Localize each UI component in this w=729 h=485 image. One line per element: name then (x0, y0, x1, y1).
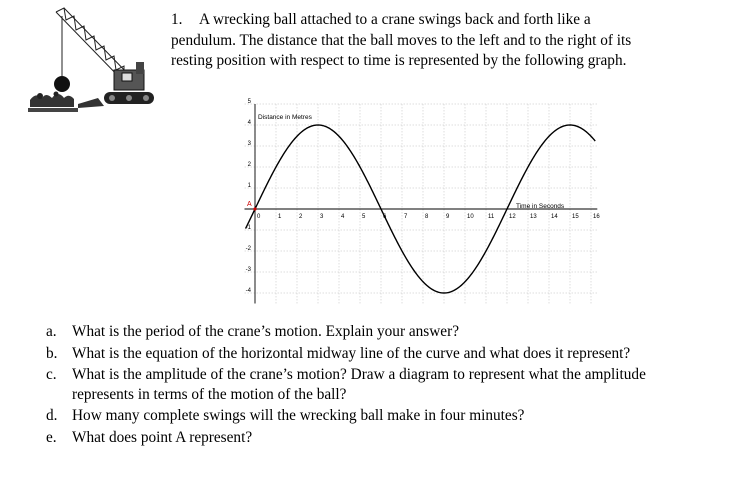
y-tick-label: 5 (247, 99, 251, 105)
x-tick-label: 16 (593, 214, 600, 220)
x-tick-label: 7 (404, 214, 408, 220)
distance-time-graph (225, 98, 615, 308)
x-tick-label: 13 (530, 214, 537, 220)
x-tick-label: 12 (509, 214, 516, 220)
x-tick-label: 15 (572, 214, 579, 220)
x-axis-label: Time in Seconds (516, 203, 565, 210)
point-a-marker (253, 207, 256, 210)
subquestion-letter: d. (46, 407, 58, 424)
subquestion-letter: e. (46, 428, 57, 446)
subquestion-text: What does point A represent? (72, 428, 253, 446)
point-a-label: A (247, 201, 252, 208)
x-tick-label: 9 (446, 214, 450, 220)
subquestion-e (46, 428, 646, 448)
question-1 (171, 10, 641, 72)
y-tick-label: 4 (247, 120, 251, 126)
x-tick-label: 3 (320, 214, 324, 220)
x-tick-label: 11 (488, 214, 495, 220)
y-tick-label: 2 (247, 162, 251, 168)
subquestion-letter: c. (46, 366, 57, 383)
sub-questions (46, 322, 646, 449)
x-tick-label: 1 (278, 214, 282, 220)
subquestion-b (46, 344, 646, 364)
y-tick-label: -1 (245, 225, 251, 231)
question-number: 1. (171, 11, 183, 28)
y-tick-label: 3 (247, 141, 251, 147)
x-tick-label: 5 (362, 214, 366, 220)
question-text: A wrecking ball attached to a crane swings back and forth like a pendulum. The distance that the ball moves to the left and to the right of its resting position with respect to time is represented by the following graph. (171, 11, 632, 69)
y-tick-label: -3 (245, 267, 251, 273)
x-tick-label: 14 (551, 214, 558, 220)
subquestion-text: What is the period of the crane’s motion. Explain your answer? (72, 323, 459, 340)
subquestion-text: How many complete swings will the wrecking ball make in four minutes? (72, 407, 525, 424)
y-axis-label: Distance in Metres (258, 114, 312, 121)
subquestion-letter: b. (46, 344, 58, 362)
y-tick-label: 1 (247, 183, 251, 189)
crane-illustration (26, 4, 158, 116)
subquestion-c (46, 365, 646, 404)
subquestion-letter: a. (46, 323, 57, 340)
subquestion-d (46, 406, 646, 426)
x-tick-label: 8 (425, 214, 429, 220)
x-tick-label: 2 (299, 214, 303, 220)
subquestion-text: What is the amplitude of the crane’s motion? Draw a diagram to represent what the amplitude represents in terms of the motion of the ball? (72, 366, 646, 403)
x-tick-label: 0 (257, 214, 261, 220)
y-tick-label: -4 (245, 288, 251, 294)
subquestion-a (46, 322, 646, 342)
y-tick-label: -2 (245, 246, 251, 252)
x-tick-label: 10 (467, 214, 474, 220)
subquestion-text: What is the equation of the horizontal midway line of the curve and what does it represent? (72, 344, 631, 362)
x-tick-label: 4 (341, 214, 345, 220)
x-tick-label: 6 (383, 214, 387, 220)
